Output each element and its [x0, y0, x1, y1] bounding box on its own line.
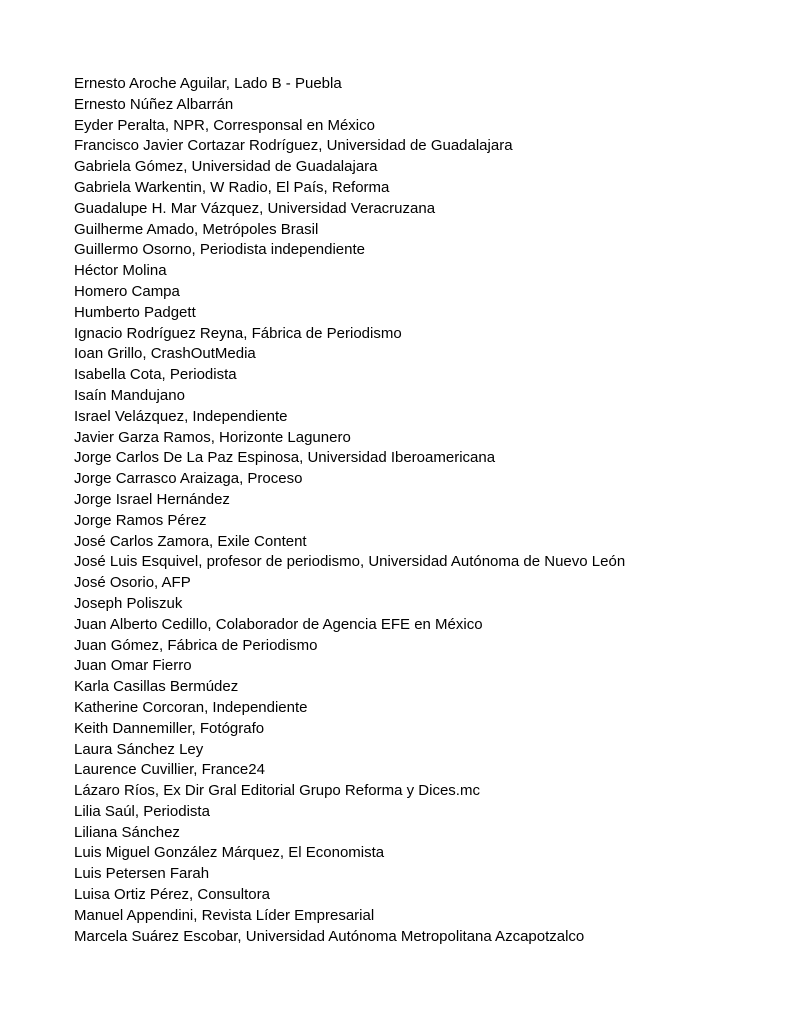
signatory-entry: Guillermo Osorno, Periodista independiente [74, 241, 365, 259]
signatory-entry: Héctor Molina [74, 262, 167, 280]
signatory-entry: Juan Alberto Cedillo, Colaborador de Agencia EFE en México [74, 615, 483, 633]
signatory-entry: Laurence Cuvillier, France24 [74, 761, 265, 779]
signatory-entry: Juan Omar Fierro [74, 657, 192, 675]
signatory-entry: Keith Dannemiller, Fotógrafo [74, 719, 265, 737]
signatory-entry: Eyder Peralta, NPR, Corresponsal en México [74, 116, 375, 134]
signatory-entry: Javier Garza Ramos, Horizonte Lagunero [74, 428, 351, 446]
signatory-entry: Jorge Israel Hernández [74, 490, 230, 508]
signatory-entry: Gabriela Gómez, Universidad de Guadalajara [74, 158, 378, 176]
signatory-entry: Luisa Ortiz Pérez, Consultora [74, 886, 270, 904]
signatory-entry: Karla Casillas Bermúdez [74, 678, 239, 696]
signatory-entry: Joseph Poliszuk [74, 594, 183, 612]
signatory-entry: Juan Gómez, Fábrica de Periodismo [74, 636, 318, 654]
signatory-entry: Homero Campa [74, 282, 180, 300]
signatory-entry: Isabella Cota, Periodista [74, 366, 237, 384]
signatory-entry: Luis Petersen Farah [74, 865, 210, 883]
signatory-entry: Manuel Appendini, Revista Líder Empresarial [74, 906, 375, 924]
signatory-entry: Ioan Grillo, CrashOutMedia [74, 345, 256, 363]
signatory-entry: Marcela Suárez Escobar, Universidad Autónoma Metropolitana Azcapotzalco [74, 927, 585, 945]
signatory-entry: Francisco Javier Cortazar Rodríguez, Universidad de Guadalajara [74, 137, 513, 155]
signatory-list [74, 74, 625, 947]
signatory-entry: Luis Miguel González Márquez, El Economista [74, 844, 385, 862]
signatory-entry: Jorge Ramos Pérez [74, 511, 207, 529]
signatory-entry: José Luis Esquivel, profesor de periodismo, Universidad Autónoma de Nuevo León [74, 553, 626, 571]
signatory-entry: Lilia Saúl, Periodista [74, 802, 210, 820]
signatory-entry: Ernesto Aroche Aguilar, Lado B - Puebla [74, 75, 342, 92]
signatory-entry: Humberto Padgett [74, 303, 196, 321]
signatory-entry: Katherine Corcoran, Independiente [74, 698, 308, 716]
signatory-entry: Jorge Carlos De La Paz Espinosa, Universidad Iberoamericana [74, 449, 496, 467]
signatory-entry: Gabriela Warkentin, W Radio, El País, Reforma [74, 178, 390, 196]
signatory-entry: José Osorio, AFP [74, 574, 191, 592]
signatory-entry: Jorge Carrasco Araizaga, Proceso [74, 470, 303, 488]
signatory-entry: Liliana Sánchez [74, 823, 180, 841]
signatory-entry: Ignacio Rodríguez Reyna, Fábrica de Periodismo [74, 324, 402, 342]
signatory-entry: Guadalupe H. Mar Vázquez, Universidad Veracruzana [74, 199, 436, 217]
signatory-entry: José Carlos Zamora, Exile Content [74, 532, 307, 550]
signatory-entry: Lázaro Ríos, Ex Dir Gral Editorial Grupo Reforma y Dices.mc [74, 782, 480, 800]
signatory-entry: Laura Sánchez Ley [74, 740, 204, 758]
signatory-entry: Guilherme Amado, Metrópoles Brasil [74, 220, 319, 238]
signatory-entry: Isaín Mandujano [74, 386, 185, 404]
signatory-entry: Israel Velázquez, Independiente [74, 407, 288, 425]
signatory-entry: Ernesto Núñez Albarrán [74, 95, 234, 113]
